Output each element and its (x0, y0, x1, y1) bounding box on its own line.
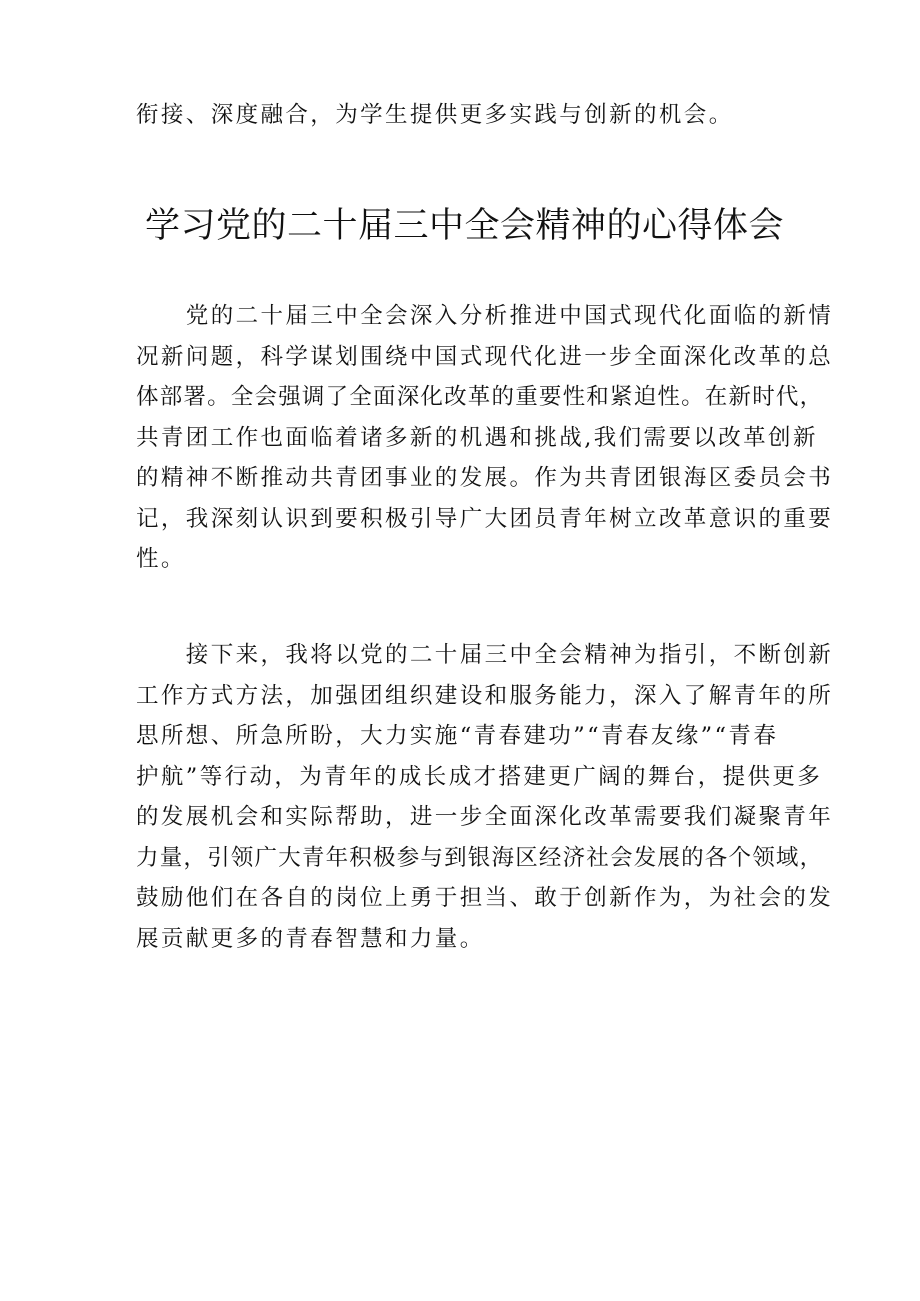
continuation-text (136, 95, 796, 136)
paragraph-2 (136, 635, 834, 959)
document-title: 学习党的二十届三中全会精神的心得体会 (145, 206, 785, 246)
text-line: 工作方式方法，加强团组织建设和服务能力，深入了解青年的所 (136, 682, 834, 709)
text-line: 衔接、深度融合，为学生提供更多实践与创新的机会。 (136, 102, 734, 128)
text-line: 力量，引领广大青年积极参与到银海区经济社会发展的各个领域， (136, 844, 824, 871)
text-line: 体部署。全会强调了全面深化改革的重要性和紧迫性。在新时代， (136, 384, 824, 410)
text-line: 性。 (136, 546, 186, 572)
text-line: 的精神不断推动共青团事业的发展。作为共青团银海区委员会书 (136, 465, 834, 491)
text-line: 况新问题，科学谋划围绕中国式现代化进一步全面深化改革的总 (136, 343, 834, 370)
text-line: 党的二十届三中全会深入分析推进中国式现代化面临的新情 (136, 303, 834, 329)
paragraph-1 (136, 296, 834, 580)
text-line: 接下来，我将以党的二十届三中全会精神为指引，不断创新 (136, 642, 834, 668)
text-line: 的发展机会和实际帮助，进一步全面深化改革需要我们凝聚青年 (136, 804, 834, 830)
text-line: 鼓励他们在各自的岗位上勇于担当、敢于创新作为，为社会的发 (136, 885, 834, 911)
text-line: 思所想、所急所盼，大力实施“青春建功”“青春友缘”“青春 (136, 723, 779, 749)
text-line: 记，我深刻认识到要积极引导广大团员青年树立改革意识的重要 (136, 505, 834, 532)
text-line: 展贡献更多的青春智慧和力量。 (136, 925, 485, 952)
text-line: 护航”等行动，为青年的成长成才搭建更广阔的舞台，提供更多 (136, 763, 823, 790)
text-line: 共青团工作也面临着诸多新的机遇和挑战,我们需要以改革创新 (136, 424, 818, 451)
